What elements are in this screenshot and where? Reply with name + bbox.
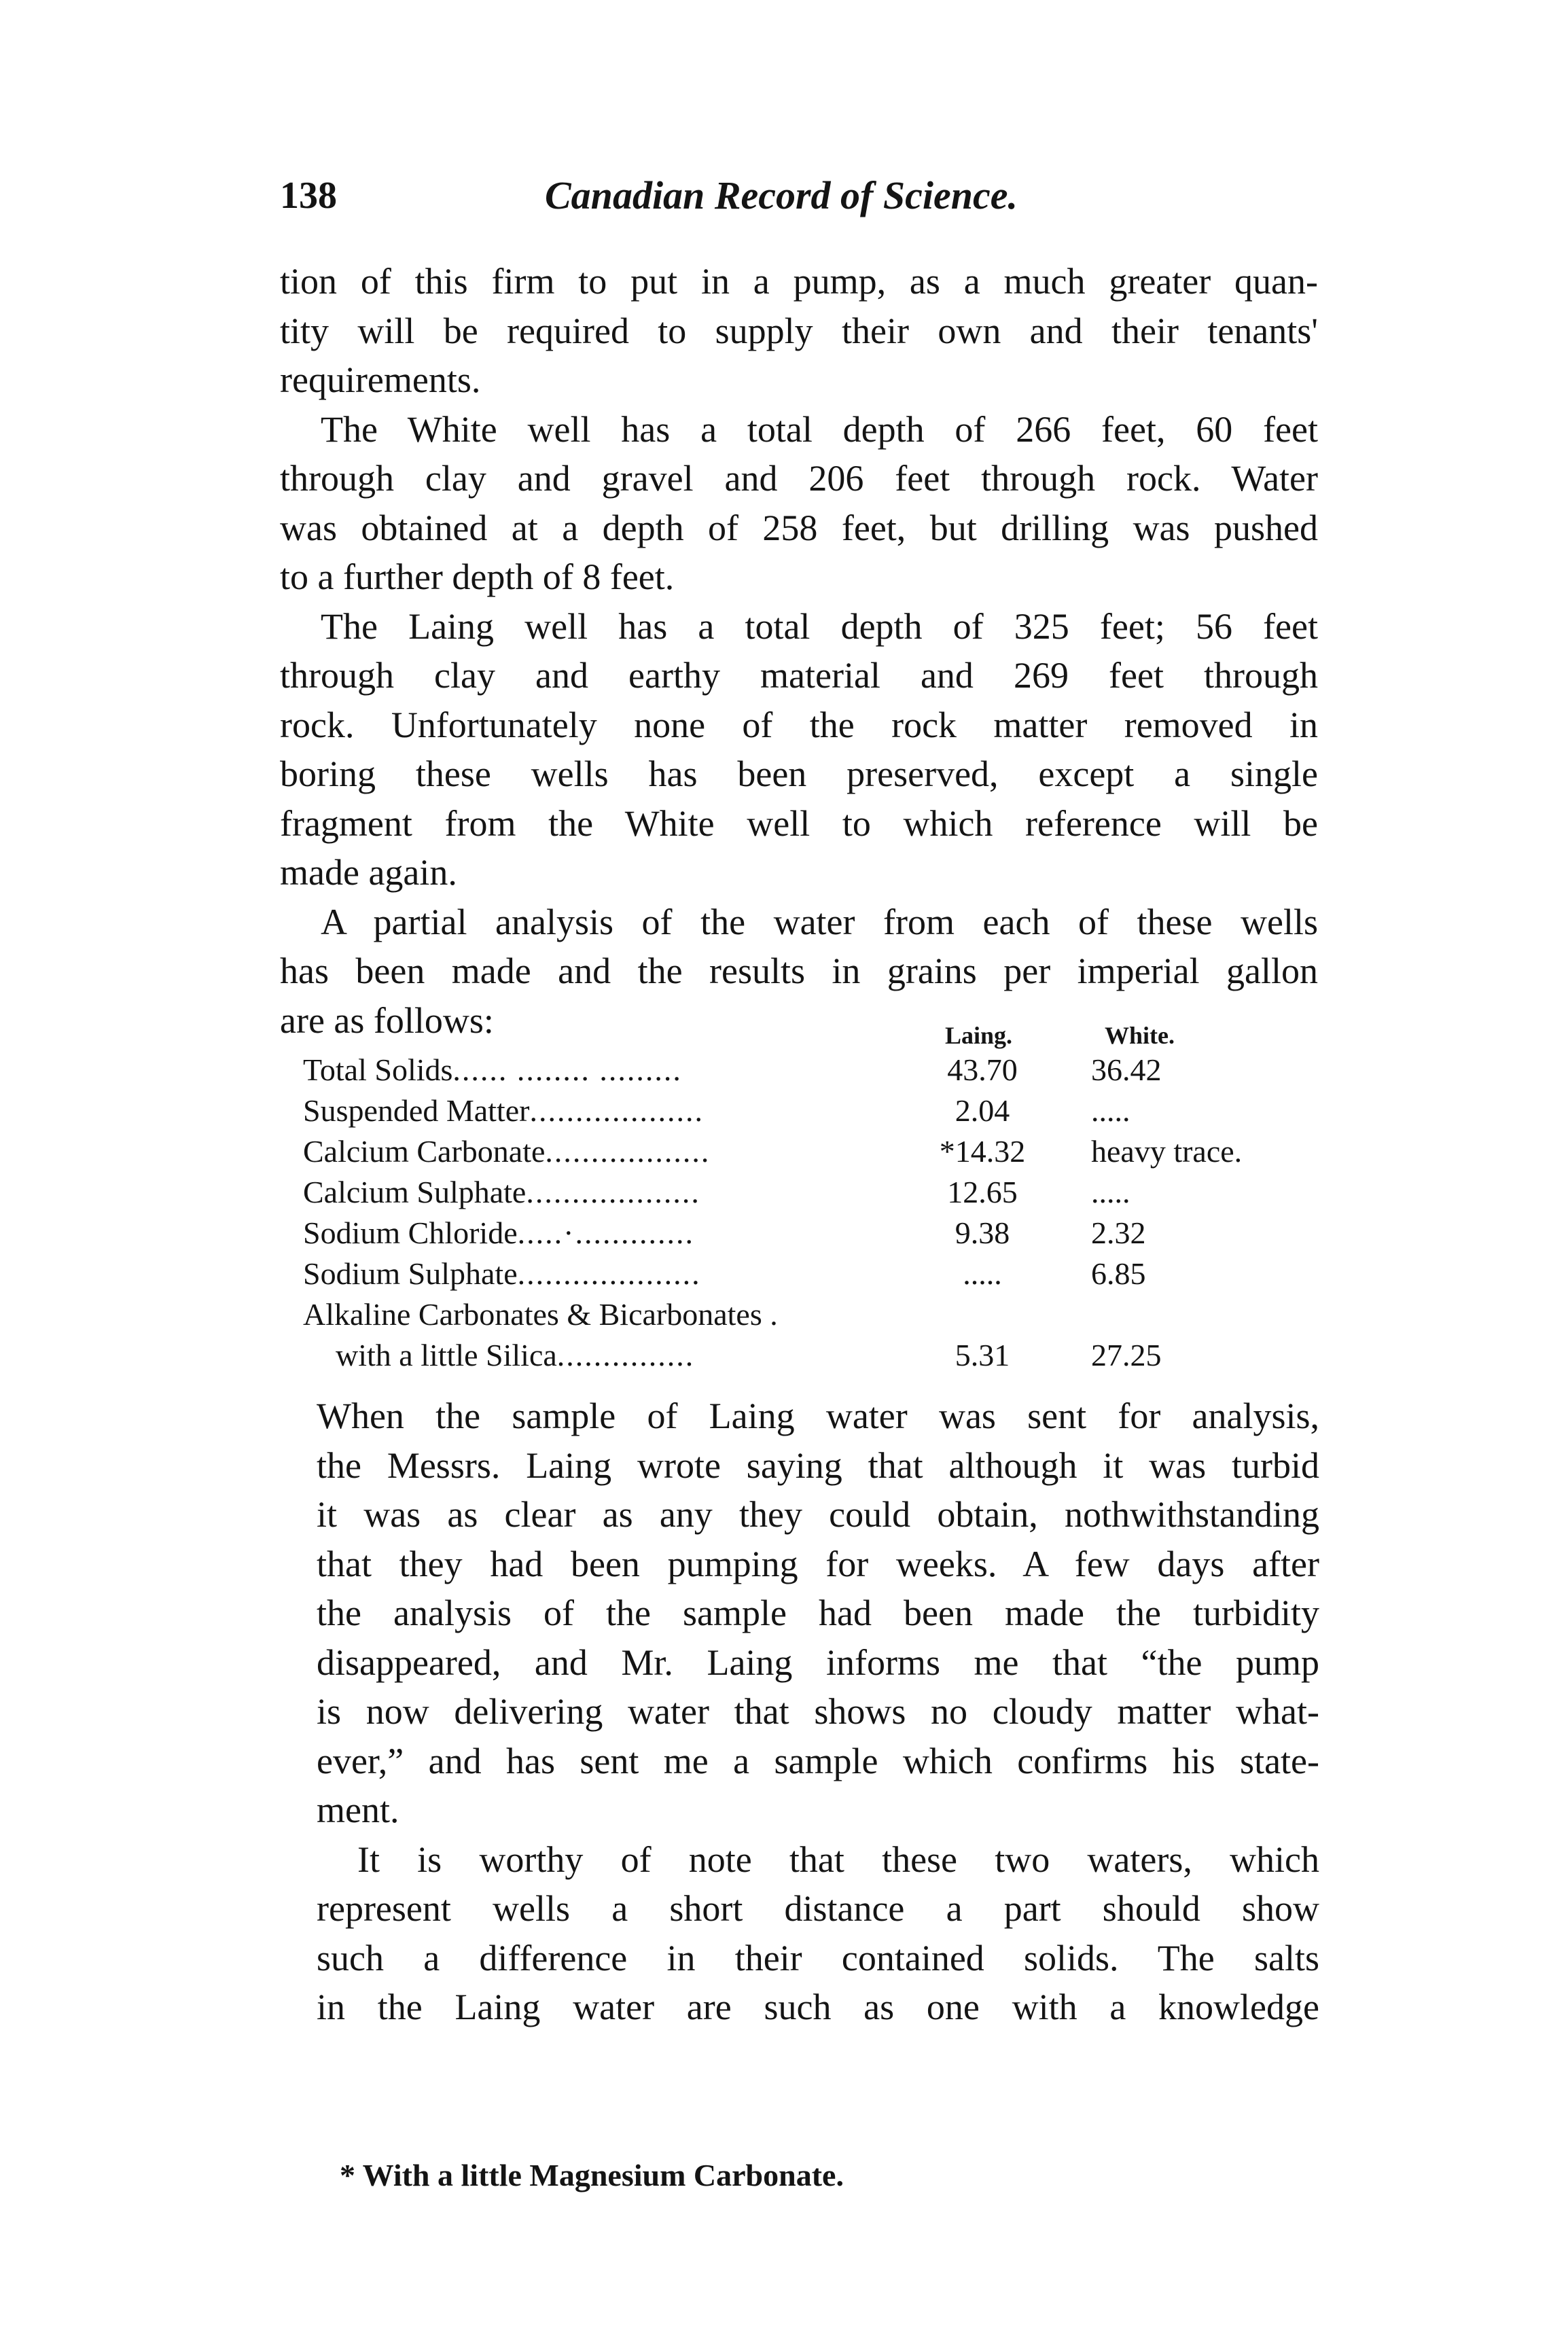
text-line: The White well has a total depth of 266 feet, 60 feet	[321, 408, 1318, 450]
white-value: .....	[1091, 1093, 1130, 1128]
row-label: Sodium Sulphate	[303, 1256, 518, 1291]
text-line: that they had been pumping for weeks. A few days after	[317, 1543, 1319, 1584]
text-line: through clay and gravel and 206 feet through rock. Water	[280, 458, 1318, 499]
text-line: are as follows:	[280, 999, 494, 1041]
laing-value: 9.38	[955, 1215, 1010, 1250]
laing-value: 43.70	[947, 1052, 1018, 1087]
text-line: through clay and earthy material and 269 feet through	[280, 655, 1318, 696]
text-line: such a difference in their contained solids. The salts	[317, 1937, 1319, 1978]
text-line: the analysis of the sample had been made the turbidity	[317, 1593, 1319, 1633]
row-label: Suspended Matter	[303, 1093, 530, 1128]
page-number: 138	[280, 175, 337, 217]
white-value: 6.85	[1091, 1256, 1146, 1291]
text-line: When the sample of Laing water was sent for analysis,	[317, 1396, 1319, 1436]
text-line: represent wells a short distance a part should show	[317, 1888, 1319, 1929]
leader-dots: ....................	[517, 1256, 701, 1291]
text-line: ever,” and has sent me a sample which confirms his state-	[317, 1740, 1319, 1781]
text-line: rock. Unfortunately none of the rock matter removed in	[280, 704, 1318, 745]
table-row	[303, 1050, 1322, 1090]
paragraph-laing-well	[280, 602, 1318, 898]
text-line: has been made and the results in grains per imperial gallon	[280, 951, 1318, 991]
row-label: Calcium Carbonate	[303, 1134, 546, 1169]
leader-dots: .....·.............	[517, 1215, 694, 1250]
laing-value: .....	[963, 1256, 1002, 1291]
column-header-white: White.	[1105, 1022, 1175, 1049]
leader-dots: ...............	[556, 1338, 695, 1372]
table-row	[303, 1336, 1322, 1375]
paragraph-turbidity	[317, 1391, 1319, 1835]
text-line: was obtained at a depth of 258 feet, but drilling was pushed	[280, 507, 1318, 548]
row-label: with a little Silica	[336, 1338, 557, 1372]
laing-value: 2.04	[955, 1093, 1010, 1128]
table-row	[303, 1132, 1322, 1171]
table-row	[303, 1295, 1322, 1334]
row-label: Total Solids	[303, 1052, 453, 1087]
journal-title: Canadian Record of Science.	[545, 173, 1018, 217]
leader-dots: ...... ........ .........	[452, 1052, 682, 1087]
text-line: it was as clear as any they could obtain, nothwithstanding	[317, 1494, 1319, 1535]
upper-text-block	[280, 257, 1318, 1045]
text-line: in the Laing water are such as one with a knowledge	[317, 1987, 1319, 2027]
running-head	[280, 168, 1299, 223]
table-row	[303, 1254, 1322, 1294]
leader-dots: ...................	[529, 1093, 704, 1128]
text-line: fragment from the White well to which reference will be	[280, 802, 1318, 844]
text-line: to a further depth of 8 feet.	[280, 556, 675, 597]
paragraph-white-well	[280, 405, 1318, 602]
text-line: made again.	[280, 852, 457, 893]
white-value: 27.25	[1091, 1338, 1162, 1372]
paragraph-difference	[317, 1835, 1319, 2032]
white-value: 2.32	[1091, 1215, 1146, 1250]
white-value: .....	[1091, 1175, 1130, 1209]
text-line: tity will be required to supply their own and their tenants'	[280, 310, 1318, 351]
column-header-laing: Laing.	[945, 1022, 1013, 1049]
text-line: It is worthy of note that these two waters, which	[357, 1838, 1319, 1880]
text-line: disappeared, and Mr. Laing informs me that “the pump	[317, 1641, 1319, 1683]
white-value: heavy trace.	[1091, 1134, 1243, 1169]
text-line: A partial analysis of the water from each of these wells	[321, 901, 1318, 942]
footnote: * With a little Magnesium Carbonate.	[340, 2158, 844, 2192]
paragraph-continuation	[280, 257, 1318, 405]
row-label: Sodium Chloride	[303, 1215, 518, 1250]
laing-value: *14.32	[939, 1134, 1026, 1169]
text-line: tion of this firm to put in a pump, as a much greater quan-	[280, 261, 1318, 302]
table-row	[303, 1173, 1322, 1212]
text-line: requirements.	[280, 359, 481, 400]
text-line: boring these wells has been preserved, except a single	[280, 753, 1318, 794]
white-value: 36.42	[1091, 1052, 1162, 1087]
table-row	[303, 1213, 1322, 1253]
laing-value: 5.31	[955, 1338, 1010, 1372]
table-row	[303, 1091, 1322, 1131]
laing-value: 12.65	[947, 1175, 1018, 1209]
row-label: Alkaline Carbonates & Bicarbonates .	[303, 1297, 778, 1332]
lower-text-block	[317, 1391, 1319, 2032]
text-line: is now delivering water that shows no cloudy matter what-	[317, 1691, 1319, 1732]
text-line: ment.	[317, 1790, 399, 1830]
row-label: Calcium Sulphate	[303, 1175, 527, 1209]
text-line: The Laing well has a total depth of 325 feet; 56 feet	[321, 605, 1318, 647]
leader-dots: ..................	[545, 1134, 711, 1169]
leader-dots: ...................	[526, 1175, 700, 1209]
text-line: the Messrs. Laing wrote saying that although it was turbid	[317, 1444, 1319, 1486]
